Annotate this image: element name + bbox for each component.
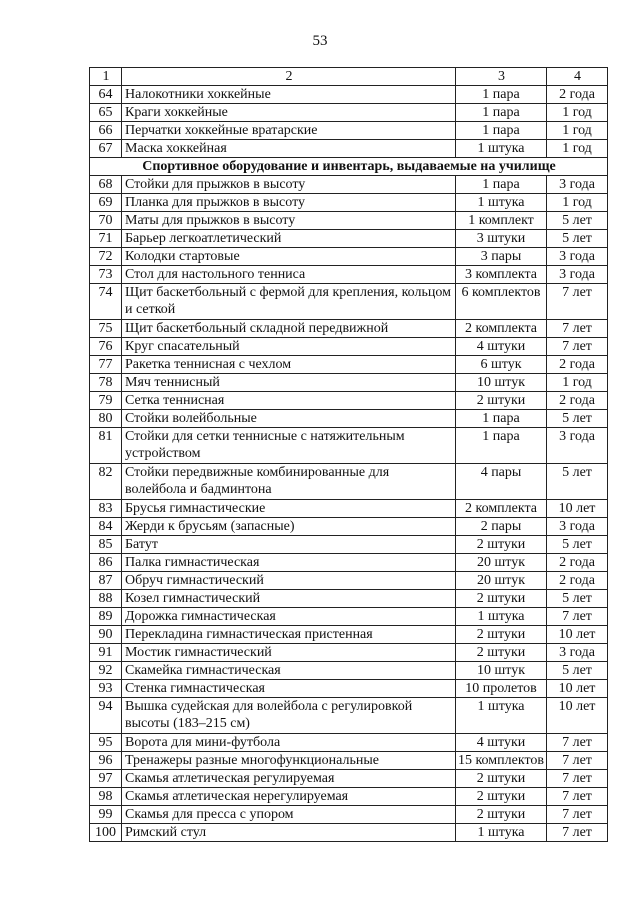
item-name: Палка гимнастическая [122, 554, 456, 572]
table-row [90, 104, 608, 122]
item-quantity: 1 штука [456, 698, 547, 734]
row-number: 85 [90, 536, 122, 554]
item-service-life: 1 год [547, 374, 608, 392]
row-number: 88 [90, 590, 122, 608]
item-name: Щит баскетбольный с фермой для крепления, кольцом и сеткой [122, 284, 456, 320]
item-quantity: 20 штук [456, 554, 547, 572]
row-number: 77 [90, 356, 122, 374]
item-service-life: 7 лет [547, 806, 608, 824]
item-quantity: 10 пролетов [456, 680, 547, 698]
row-number: 69 [90, 194, 122, 212]
row-number: 78 [90, 374, 122, 392]
item-service-life: 10 лет [547, 698, 608, 734]
item-service-life: 7 лет [547, 788, 608, 806]
item-name: Барьер легкоатлетический [122, 230, 456, 248]
inventory-table [89, 67, 608, 842]
table-row [90, 662, 608, 680]
table-row [90, 410, 608, 428]
row-number: 96 [90, 752, 122, 770]
item-service-life: 1 год [547, 140, 608, 158]
row-number: 92 [90, 662, 122, 680]
table-row [90, 752, 608, 770]
item-name: Тренажеры разные многофункциональные [122, 752, 456, 770]
item-quantity: 2 штуки [456, 590, 547, 608]
table-row [90, 374, 608, 392]
table-row [90, 464, 608, 500]
item-name: Брусья гимнастические [122, 500, 456, 518]
row-number: 97 [90, 770, 122, 788]
item-name: Козел гимнастический [122, 590, 456, 608]
item-name: Маты для прыжков в высоту [122, 212, 456, 230]
item-name: Мяч теннисный [122, 374, 456, 392]
table-row [90, 86, 608, 104]
item-quantity: 4 пары [456, 464, 547, 500]
item-name: Скамейка гимнастическая [122, 662, 456, 680]
item-name: Мостик гимнастический [122, 644, 456, 662]
page-number: 53 [312, 33, 328, 49]
item-quantity: 2 штуки [456, 536, 547, 554]
table-row [90, 248, 608, 266]
item-quantity: 1 пара [456, 86, 547, 104]
row-number: 84 [90, 518, 122, 536]
item-service-life: 7 лет [547, 734, 608, 752]
row-number: 87 [90, 572, 122, 590]
item-quantity: 4 штуки [456, 338, 547, 356]
item-name: Скамья атлетическая нерегулируемая [122, 788, 456, 806]
table-row [90, 194, 608, 212]
item-service-life: 3 года [547, 518, 608, 536]
item-name: Щит баскетбольный складной передвижной [122, 320, 456, 338]
row-number: 90 [90, 626, 122, 644]
item-name: Налокотники хоккейные [122, 86, 456, 104]
row-number: 81 [90, 428, 122, 464]
row-number: 74 [90, 284, 122, 320]
row-number: 65 [90, 104, 122, 122]
item-service-life: 3 года [547, 248, 608, 266]
table-row [90, 536, 608, 554]
item-quantity: 3 штуки [456, 230, 547, 248]
table-row [90, 608, 608, 626]
table-header-row [90, 68, 608, 86]
item-name: Перчатки хоккейные вратарские [122, 122, 456, 140]
item-service-life: 1 год [547, 104, 608, 122]
item-name: Перекладина гимнастическая пристенная [122, 626, 456, 644]
item-quantity: 2 пары [456, 518, 547, 536]
table-row [90, 824, 608, 842]
item-quantity: 1 штука [456, 608, 547, 626]
item-name: Батут [122, 536, 456, 554]
item-quantity: 2 штуки [456, 392, 547, 410]
item-service-life: 5 лет [547, 212, 608, 230]
row-number: 68 [90, 176, 122, 194]
item-quantity: 1 пара [456, 122, 547, 140]
row-number: 82 [90, 464, 122, 500]
table-row [90, 320, 608, 338]
item-quantity: 2 комплекта [456, 320, 547, 338]
table-row [90, 518, 608, 536]
item-name: Планка для прыжков в высоту [122, 194, 456, 212]
item-name: Дорожка гимнастическая [122, 608, 456, 626]
header-cell: 4 [547, 68, 608, 86]
item-quantity: 6 комплектов [456, 284, 547, 320]
row-number: 75 [90, 320, 122, 338]
table-row [90, 428, 608, 464]
item-service-life: 7 лет [547, 320, 608, 338]
table-row [90, 644, 608, 662]
item-quantity: 4 штуки [456, 734, 547, 752]
item-quantity: 2 штуки [456, 806, 547, 824]
table-row [90, 212, 608, 230]
item-name: Сетка теннисная [122, 392, 456, 410]
item-quantity: 6 штук [456, 356, 547, 374]
item-service-life: 5 лет [547, 536, 608, 554]
item-service-life: 3 года [547, 644, 608, 662]
item-name: Колодки стартовые [122, 248, 456, 266]
item-quantity: 1 пара [456, 176, 547, 194]
table-row [90, 698, 608, 734]
table-row [90, 356, 608, 374]
table-row [90, 806, 608, 824]
table-row [90, 392, 608, 410]
item-name: Маска хоккейная [122, 140, 456, 158]
item-service-life: 7 лет [547, 824, 608, 842]
item-quantity: 2 штуки [456, 644, 547, 662]
item-service-life: 5 лет [547, 464, 608, 500]
item-quantity: 1 штука [456, 194, 547, 212]
item-name: Ракетка теннисная с чехлом [122, 356, 456, 374]
item-name: Круг спасательный [122, 338, 456, 356]
item-name: Римский стул [122, 824, 456, 842]
row-number: 76 [90, 338, 122, 356]
row-number: 70 [90, 212, 122, 230]
inventory-table-body [90, 68, 608, 842]
table-row [90, 770, 608, 788]
item-service-life: 7 лет [547, 608, 608, 626]
item-quantity: 3 пары [456, 248, 547, 266]
row-number: 67 [90, 140, 122, 158]
table-row [90, 500, 608, 518]
item-quantity: 15 комплектов [456, 752, 547, 770]
item-service-life: 5 лет [547, 410, 608, 428]
table-row [90, 140, 608, 158]
item-service-life: 2 года [547, 392, 608, 410]
section-title-row [90, 158, 608, 176]
row-number: 91 [90, 644, 122, 662]
row-number: 100 [90, 824, 122, 842]
item-name: Стойки для прыжков в высоту [122, 176, 456, 194]
item-quantity: 2 штуки [456, 788, 547, 806]
item-service-life: 3 года [547, 176, 608, 194]
row-number: 80 [90, 410, 122, 428]
item-service-life: 7 лет [547, 752, 608, 770]
table-row [90, 734, 608, 752]
item-name: Стойки передвижные комбинированные для волейбола и бадминтона [122, 464, 456, 500]
item-name: Скамья атлетическая регулируемая [122, 770, 456, 788]
table-row [90, 176, 608, 194]
item-quantity: 10 штук [456, 662, 547, 680]
section-title: Спортивное оборудование и инвентарь, выдаваемые на училище [90, 158, 608, 176]
item-name: Краги хоккейные [122, 104, 456, 122]
item-quantity: 1 пара [456, 428, 547, 464]
row-number: 99 [90, 806, 122, 824]
item-quantity: 1 пара [456, 410, 547, 428]
row-number: 93 [90, 680, 122, 698]
item-service-life: 7 лет [547, 770, 608, 788]
table-row [90, 680, 608, 698]
row-number: 64 [90, 86, 122, 104]
item-quantity: 10 штук [456, 374, 547, 392]
table-row [90, 572, 608, 590]
item-service-life: 5 лет [547, 662, 608, 680]
item-service-life: 2 года [547, 572, 608, 590]
item-service-life: 7 лет [547, 284, 608, 320]
item-service-life: 1 год [547, 122, 608, 140]
item-quantity: 2 штуки [456, 770, 547, 788]
item-service-life: 7 лет [547, 338, 608, 356]
item-service-life: 2 года [547, 554, 608, 572]
item-service-life: 2 года [547, 86, 608, 104]
item-quantity: 2 комплекта [456, 500, 547, 518]
item-service-life: 10 лет [547, 626, 608, 644]
item-service-life: 5 лет [547, 230, 608, 248]
row-number: 71 [90, 230, 122, 248]
item-quantity: 1 штука [456, 824, 547, 842]
table-row [90, 266, 608, 284]
item-service-life: 3 года [547, 266, 608, 284]
item-service-life: 5 лет [547, 590, 608, 608]
table-row [90, 230, 608, 248]
row-number: 83 [90, 500, 122, 518]
header-cell: 2 [122, 68, 456, 86]
row-number: 89 [90, 608, 122, 626]
table-row [90, 284, 608, 320]
item-quantity: 20 штук [456, 572, 547, 590]
table-row [90, 338, 608, 356]
row-number: 66 [90, 122, 122, 140]
row-number: 98 [90, 788, 122, 806]
item-quantity: 1 пара [456, 104, 547, 122]
table-row [90, 122, 608, 140]
item-service-life: 2 года [547, 356, 608, 374]
item-name: Жерди к брусьям (запасные) [122, 518, 456, 536]
table-row [90, 590, 608, 608]
row-number: 95 [90, 734, 122, 752]
item-quantity: 1 комплект [456, 212, 547, 230]
item-name: Скамья для пресса с упором [122, 806, 456, 824]
row-number: 72 [90, 248, 122, 266]
table-row [90, 788, 608, 806]
header-cell: 3 [456, 68, 547, 86]
item-name: Стойки для сетки теннисные с натяжительным устройством [122, 428, 456, 464]
item-quantity: 2 штуки [456, 626, 547, 644]
item-quantity: 1 штука [456, 140, 547, 158]
item-service-life: 10 лет [547, 500, 608, 518]
item-name: Ворота для мини-футбола [122, 734, 456, 752]
item-name: Стенка гимнастическая [122, 680, 456, 698]
row-number: 73 [90, 266, 122, 284]
item-service-life: 1 год [547, 194, 608, 212]
row-number: 94 [90, 698, 122, 734]
item-quantity: 3 комплекта [456, 266, 547, 284]
item-service-life: 3 года [547, 428, 608, 464]
row-number: 79 [90, 392, 122, 410]
table-row [90, 626, 608, 644]
item-name: Обруч гимнастический [122, 572, 456, 590]
row-number: 86 [90, 554, 122, 572]
item-name: Стол для настольного тенниса [122, 266, 456, 284]
table-row [90, 554, 608, 572]
item-name: Стойки волейбольные [122, 410, 456, 428]
item-name: Вышка судейская для волейбола с регулировкой высоты (183–215 см) [122, 698, 456, 734]
header-cell: 1 [90, 68, 122, 86]
item-service-life: 10 лет [547, 680, 608, 698]
